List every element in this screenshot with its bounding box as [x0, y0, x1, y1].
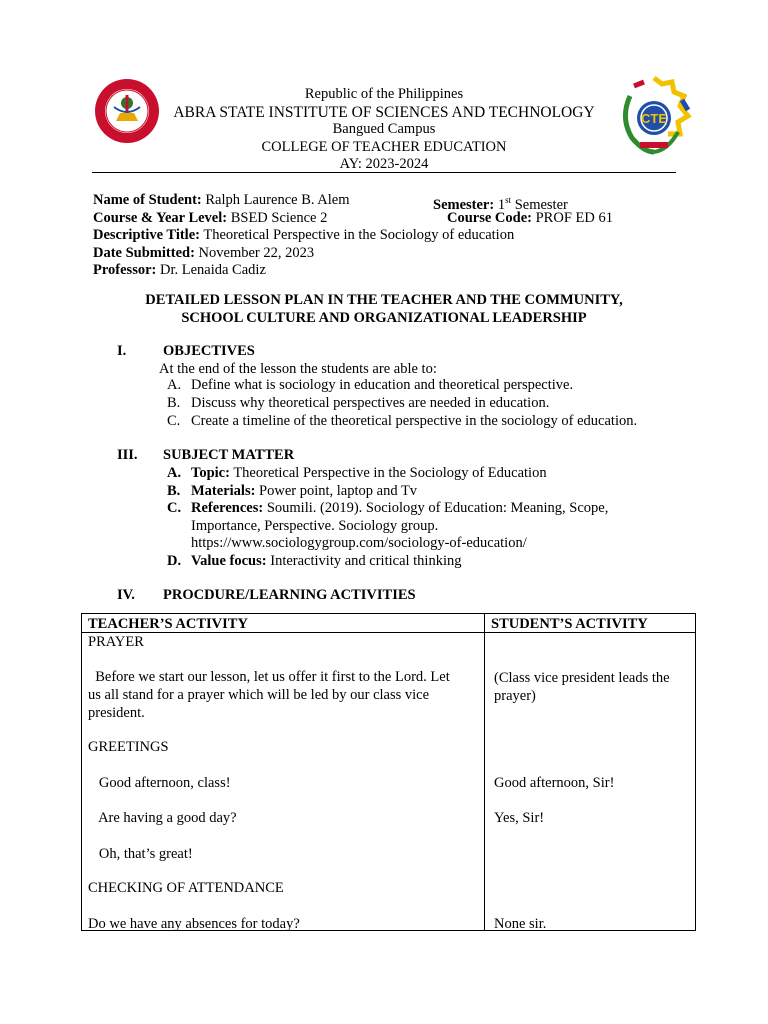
student-activity-header: STUDENT’S ACTIVITY [485, 614, 696, 633]
teacher-prayer-text: us all stand for a prayer which will be led by our class vice [88, 687, 430, 703]
objectives-number: I. [117, 343, 127, 359]
student-prayer-response: prayer) [494, 688, 536, 704]
objective-item: A. Define what is sociology in education and theoretical perspective. [167, 377, 574, 393]
course-label: Course & Year Level: [93, 209, 228, 226]
name-value: Ralph Laurence B. Alem [201, 192, 350, 208]
header-college: COLLEGE OF TEACHER EDUCATION [261, 138, 507, 155]
teacher-greeting: Good afternoon, class! [88, 775, 231, 791]
teacher-prayer-heading: PRAYER [88, 634, 144, 650]
teacher-greetings-heading: GREETINGS [88, 739, 169, 755]
objectives-intro: At the end of the lesson the students are able to: [159, 361, 437, 377]
student-greeting-response: Yes, Sir! [494, 810, 545, 826]
subject-value-focus: D. Value focus: Interactivity and critical thinking [167, 553, 462, 569]
objective-item: B. Discuss why theoretical perspectives are needed in education. [167, 395, 550, 411]
teacher-attendance-question: Do we have any absences for today? [88, 916, 300, 932]
document-header [0, 86, 768, 174]
student-activity-cell [485, 633, 696, 931]
title-line-1: DETAILED LESSON PLAN IN THE TEACHER AND THE COMMUNITY, [145, 292, 623, 308]
student-info [93, 192, 613, 280]
subject-materials: B. Materials: Power point, laptop and Tv [167, 483, 418, 499]
teacher-activity-cell [82, 633, 485, 931]
descriptive-title-label: Descriptive Title: [93, 227, 200, 244]
teacher-prayer-text: president. [88, 705, 145, 721]
subject-references: C. References: Soumili. (2019). Sociology of Education: Meaning, Scope, [167, 500, 609, 516]
teacher-attendance-heading: CHECKING OF ATTENDANCE [88, 880, 284, 896]
subject-number: III. [117, 447, 138, 463]
semester-sup: st [505, 195, 512, 205]
subject-references-line2: Importance, Perspective. Sociology group. [191, 518, 439, 534]
subject-title: SUBJECT MATTER [163, 447, 295, 463]
header-institution: ABRA STATE INSTITUTE OF SCIENCES AND TECHNOLOGY [173, 103, 595, 121]
semester-rest: Semester [511, 196, 568, 213]
lesson-plan-title [0, 292, 768, 327]
objectives-heading [117, 342, 126, 360]
professor-label: Professor: [93, 262, 157, 279]
course-value: BSED Science 2 [227, 209, 328, 226]
teacher-greeting: Oh, that’s great! [88, 846, 193, 862]
procedure-title: PROCDURE/LEARNING ACTIVITIES [163, 587, 416, 603]
teacher-prayer-text: Before we start our lesson, let us offer it first to the Lord. Let [88, 669, 450, 685]
activities-table [81, 613, 696, 931]
course-code-value: PROF ED 61 [531, 209, 613, 226]
objectives-title: OBJECTIVES [163, 343, 255, 359]
objective-item: C. Create a timeline of the theoretical perspective in the sociology of education. [167, 413, 638, 429]
cte-logo-text: CTE [641, 111, 667, 126]
subject-topic: A. Topic: Theoretical Perspective in the Sociology of Education [167, 465, 547, 481]
header-campus: Bangued Campus [332, 121, 436, 137]
procedure-number: IV. [117, 587, 135, 603]
professor-value: Dr. Lenaida Cadiz [156, 262, 266, 279]
semester-label: Semester: [433, 196, 495, 213]
date-submitted-label: Date Submitted: [93, 244, 195, 261]
header-academic-year: AY: 2023-2024 [339, 156, 429, 172]
name-label: Name of Student: [93, 192, 202, 208]
header-divider [92, 172, 676, 173]
student-prayer-response: (Class vice president leads the [494, 670, 670, 686]
title-line-2: SCHOOL CULTURE AND ORGANIZATIONAL LEADERSHIP [181, 309, 587, 326]
student-greeting-response: Good afternoon, Sir! [494, 775, 615, 791]
course-code-label: Course Code: [447, 209, 532, 226]
semester-value: 1 [494, 196, 506, 213]
descriptive-title-value: Theoretical Perspective in the Sociology of education [199, 227, 515, 244]
teacher-greeting: Are having a good day? [88, 810, 237, 826]
header-republic: Republic of the Philippines [304, 86, 464, 102]
date-submitted-value: November 22, 2023 [194, 244, 315, 261]
student-attendance-response: None sir. [494, 916, 547, 932]
subject-references-url: https://www.sociologygroup.com/sociology-of-education/ [191, 535, 527, 551]
teacher-activity-header: TEACHER’S ACTIVITY [82, 614, 485, 633]
